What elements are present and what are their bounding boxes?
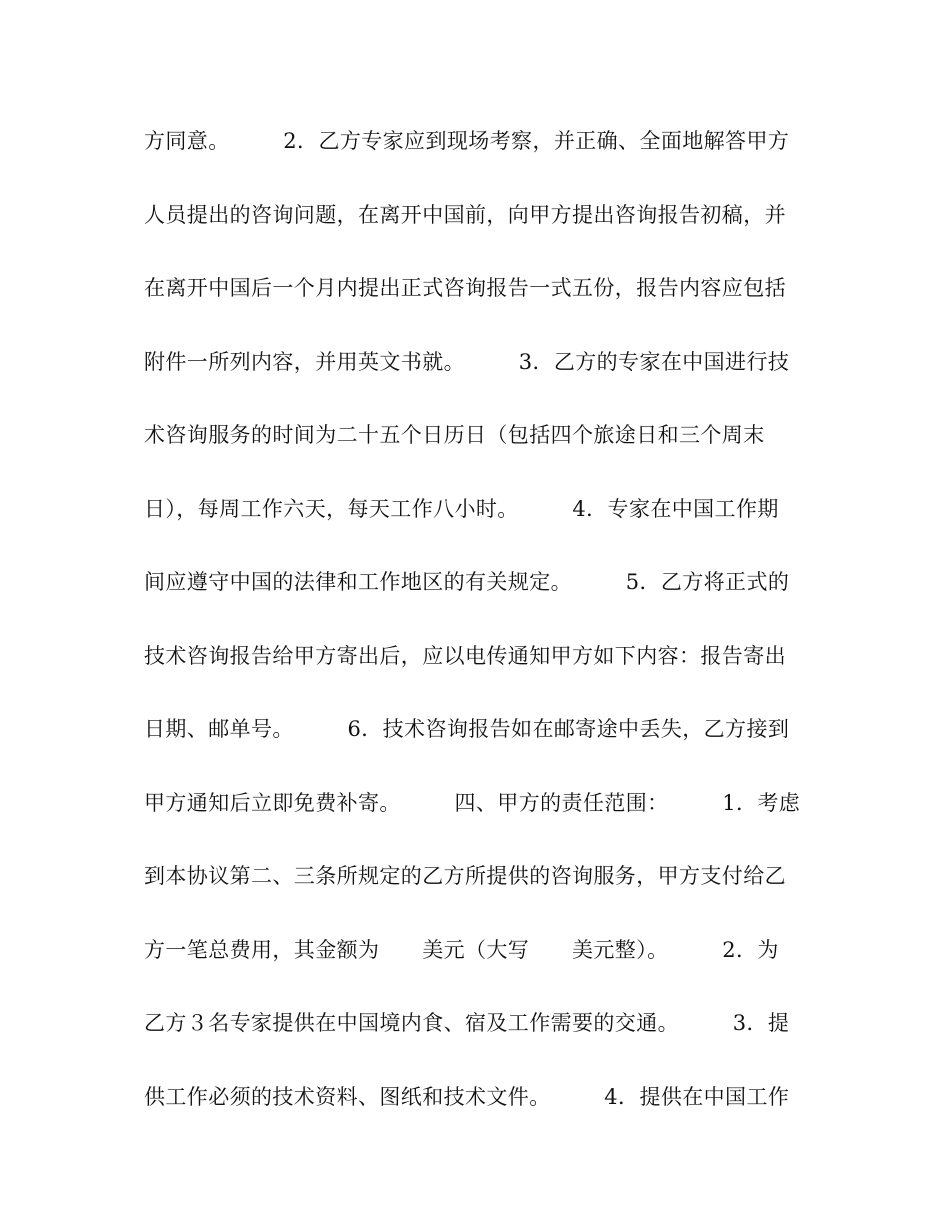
text-line-11: 到本协议第二、三条所规定的乙方所提供的咨询服务，甲方支付给乙 (144, 864, 786, 888)
text-line-5: 术咨询服务的时间为二十五个日历日（包括四个旅途日和三个周末 (144, 423, 765, 447)
text-line-7: 间应遵守中国的法律和工作地区的有关规定。 5．乙方将正式的 (144, 570, 790, 594)
contract-text-block (144, 123, 804, 1152)
text-line-1: 方同意。 2．乙方专家应到现场考察，并正确、全面地解答甲方 (144, 129, 790, 153)
text-line-13: 乙方３名专家提供在中国境内食、宿及工作需要的交通。 3．提 (144, 1011, 790, 1035)
text-line-10: 甲方通知后立即免费补寄。 四、甲方的责任范围： 1．考虑 (144, 790, 801, 815)
text-line-8: 技术咨询报告给甲方寄出后，应以电传通知甲方如下内容：报告寄出 (144, 643, 786, 668)
text-line-12: 方一笔总费用，其金额为 美元（大写 美元整）。 2．为 (144, 937, 779, 962)
text-line-3: 在离开中国后一个月内提出正式咨询报告一式五份，报告内容应包括 (144, 276, 786, 300)
text-line-2: 人员提出的咨询问题，在离开中国前，向甲方提出咨询报告初稿，并 (144, 202, 786, 227)
text-line-6: 日），每周工作六天，每天工作八小时。 4．专家在中国工作期 (144, 496, 779, 521)
text-line-9: 日期、邮单号。 6．技术咨询报告如在邮寄途中丢失，乙方接到 (144, 717, 790, 741)
text-line-14: 供工作必须的技术资料、图纸和技术文件。 4．提供在中国工作 (144, 1084, 790, 1109)
text-line-4: 附件一所列内容，并用英文书就。 3．乙方的专家在中国进行技 (144, 349, 790, 374)
